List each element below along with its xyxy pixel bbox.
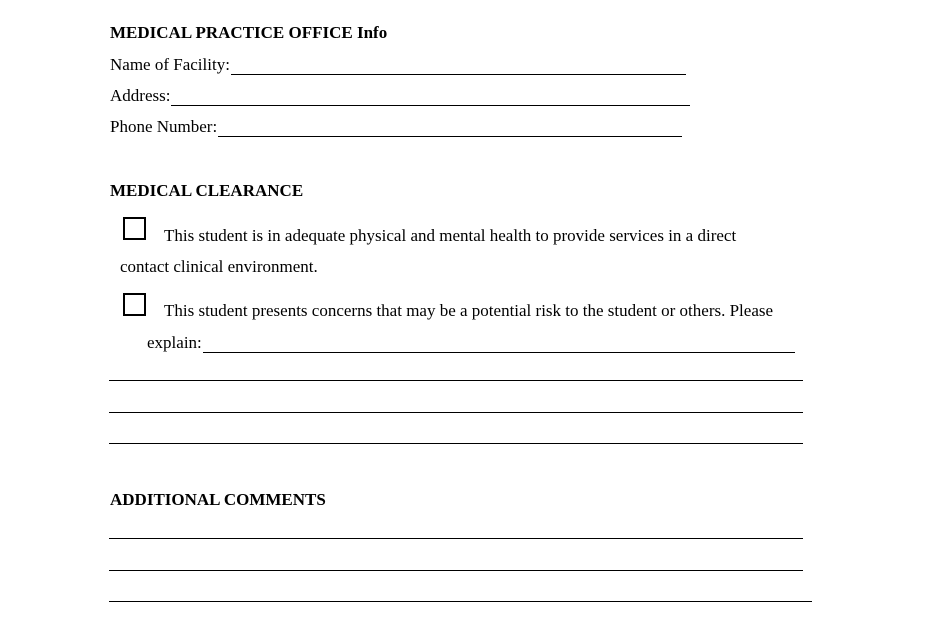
office-info-heading: MEDICAL PRACTICE OFFICE Info — [110, 23, 388, 42]
address-input-line[interactable] — [171, 89, 690, 106]
facility-name-input-line[interactable] — [231, 58, 686, 75]
explain-line-4[interactable] — [109, 443, 803, 444]
phone-input-line[interactable] — [218, 120, 682, 137]
phone-label: Phone Number: — [110, 117, 218, 136]
option1-text-line1: This student is in adequate physical and mental health to provide services in a direct — [164, 226, 737, 245]
adequate-health-checkbox[interactable] — [123, 217, 146, 240]
explain-input-line[interactable] — [203, 336, 795, 353]
risk-concerns-checkbox[interactable] — [123, 293, 146, 316]
comments-line-3[interactable] — [109, 601, 812, 602]
facility-name-label: Name of Facility: — [110, 55, 230, 74]
medical-clearance-heading: MEDICAL CLEARANCE — [110, 181, 304, 200]
facility-name-field[interactable] — [110, 55, 686, 75]
explain-label: explain: — [147, 333, 202, 352]
address-field[interactable] — [110, 86, 690, 106]
explain-line-3[interactable] — [109, 412, 803, 413]
address-label: Address: — [110, 86, 171, 105]
option1-text-line2: contact clinical environment. — [120, 257, 318, 276]
comments-line-1[interactable] — [109, 538, 803, 539]
explain-field[interactable] — [147, 333, 795, 353]
additional-comments-heading: ADDITIONAL COMMENTS — [110, 490, 326, 509]
phone-field[interactable] — [110, 117, 682, 137]
option2-text-line1: This student presents concerns that may be a potential risk to the student or others. Please — [164, 301, 774, 320]
explain-line-2[interactable] — [109, 380, 803, 381]
comments-line-2[interactable] — [109, 570, 803, 571]
